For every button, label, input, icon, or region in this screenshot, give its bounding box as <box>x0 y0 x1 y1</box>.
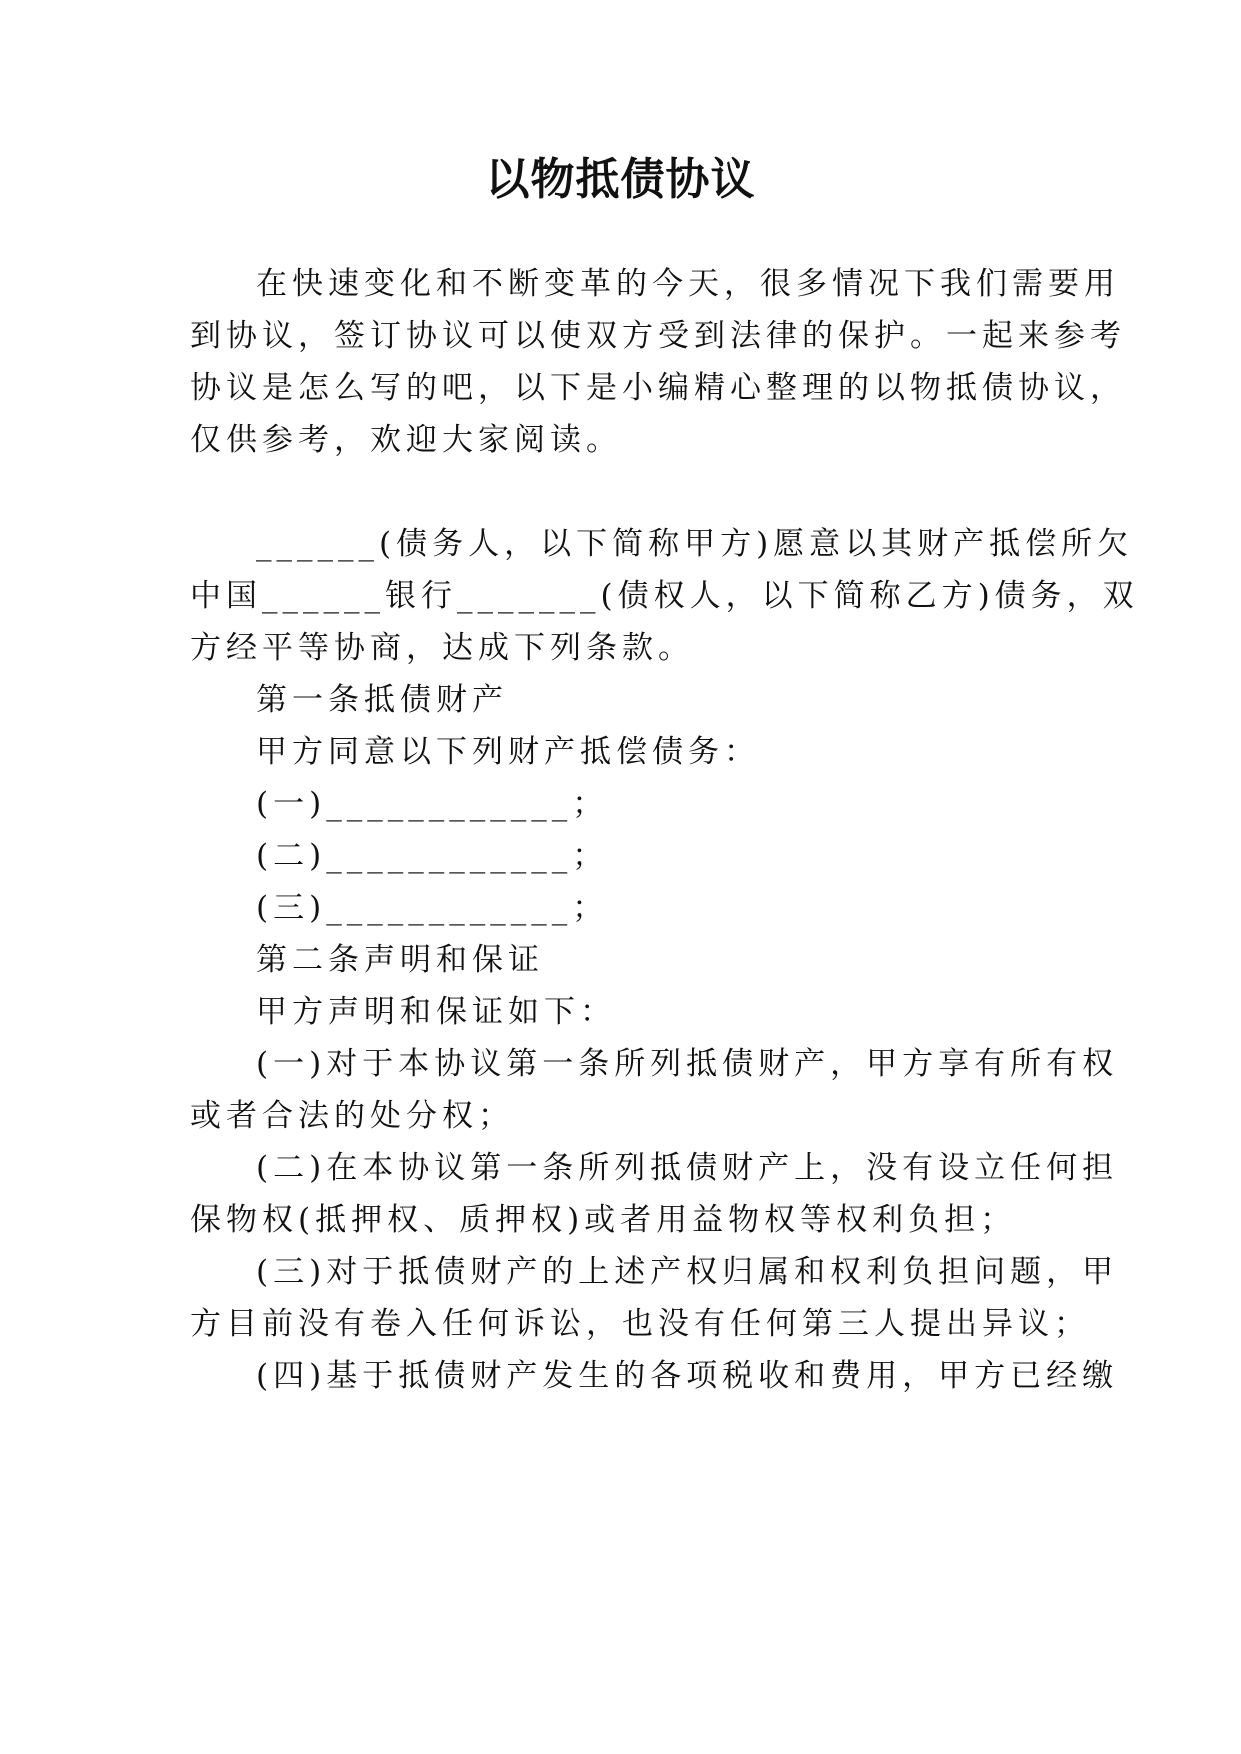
preamble-line-2: 中国______银行_______(债权人，以下简称乙方)债务，双 <box>190 578 1139 614</box>
article-1-item-3: (三)____________； <box>256 890 609 926</box>
article-2-item-1-line-1: (一)对于本协议第一条所列抵债财产，甲方享有所有权 <box>256 1046 1119 1082</box>
article-1-item-2: (二)____________； <box>256 838 609 874</box>
preamble-line-3: 方经平等协商，达成下列条款。 <box>190 630 694 666</box>
article-1-item-1: (一)____________； <box>256 786 609 822</box>
article-2-intro: 甲方声明和保证如下： <box>256 994 616 1030</box>
article-2-heading: 第二条声明和保证 <box>256 942 544 978</box>
preamble-line-1: ______(债务人，以下简称甲方)愿意以其财产抵偿所欠 <box>256 526 1134 562</box>
article-2-item-2-line-1: (二)在本协议第一条所列抵债财产上，没有设立任何担 <box>256 1150 1119 1186</box>
article-2-item-1-line-2: 或者合法的处分权； <box>190 1098 514 1134</box>
intro-line-3: 协议是怎么写的吧，以下是小编精心整理的以物抵债协议， <box>190 370 1126 406</box>
article-2-item-4-line-1: (四)基于抵债财产发生的各项税收和费用，甲方已经缴 <box>256 1358 1119 1394</box>
article-2-item-3-line-2: 方目前没有卷入任何诉讼，也没有任何第三人提出异议； <box>190 1306 1090 1342</box>
intro-line-4: 仅供参考，欢迎大家阅读。 <box>190 422 622 458</box>
article-2-item-2-line-2: 保物权(抵押权、质押权)或者用益物权等权利负担； <box>190 1202 1017 1238</box>
article-1-intro: 甲方同意以下列财产抵偿债务： <box>256 734 760 770</box>
article-2-item-3-line-1: (三)对于抵债财产的上述产权归属和权利负担问题，甲 <box>256 1254 1119 1290</box>
intro-line-1: 在快速变化和不断变革的今天，很多情况下我们需要用 <box>256 266 1120 302</box>
article-1-heading: 第一条抵债财产 <box>256 682 508 718</box>
intro-line-2: 到协议，签订协议可以使双方受到法律的保护。一起来参考 <box>190 318 1126 354</box>
document-title: 以物抵债协议 <box>485 154 756 205</box>
